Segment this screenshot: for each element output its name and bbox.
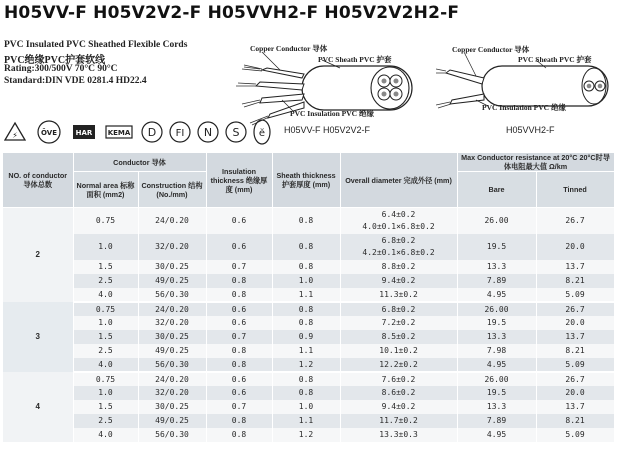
cell-insulation: 0.7 xyxy=(206,330,272,344)
cell-tinned: 5.09 xyxy=(536,288,614,302)
cell-bare: 13.3 xyxy=(457,400,536,414)
cell-area: 4.0 xyxy=(73,288,138,302)
cell-diameter: 7.2±0.2 xyxy=(340,316,457,330)
table-row xyxy=(3,302,614,316)
certification-marks xyxy=(4,118,274,148)
n-mark-text: N xyxy=(203,126,213,139)
cell-sheath: 1.1 xyxy=(272,344,340,358)
cell-sheath: 0.8 xyxy=(272,316,340,330)
spec-table-body xyxy=(3,208,614,442)
table-row xyxy=(3,400,614,414)
table-row xyxy=(3,316,614,330)
cell-insulation: 0.8 xyxy=(206,344,272,358)
cell-insulation: 0.8 xyxy=(206,274,272,288)
flat-sheath-label: PVC Sheath PVC 护套 xyxy=(518,55,592,64)
ccc-mark-icon xyxy=(4,118,26,146)
cell-tinned: 13.7 xyxy=(536,260,614,274)
cell-area: 4.0 xyxy=(73,358,138,372)
cell-sheath: 1.2 xyxy=(272,428,340,442)
header-no-conductor: NO. of conductor 导体总数 xyxy=(3,153,73,208)
header-normal-area: Normal area 标称面积 (mm2) xyxy=(73,172,138,208)
cell-bare: 26.00 xyxy=(457,372,536,386)
table-row xyxy=(3,344,614,358)
cell-insulation: 0.6 xyxy=(206,386,272,400)
table-row xyxy=(3,428,614,442)
spec-description: PVC Insulated PVC Sheathed Flexible Cords xyxy=(4,40,188,50)
table-row xyxy=(3,358,614,372)
cell-tinned: 8.21 xyxy=(536,344,614,358)
cell-insulation: 0.7 xyxy=(206,400,272,414)
table-row xyxy=(3,386,614,400)
round-copper-label: Copper Conductor 导体 xyxy=(250,44,328,53)
cell-tinned: 20.0 xyxy=(536,234,614,260)
cell-area: 1.5 xyxy=(73,330,138,344)
spec-table xyxy=(3,153,615,442)
n-mark-icon xyxy=(196,118,220,146)
cell-tinned: 8.21 xyxy=(536,274,614,288)
cell-diameter-round: 6.8±0.2 xyxy=(381,235,416,245)
cell-diameter: 6.8±0.2 xyxy=(340,302,457,316)
flat-cable-caption: H05VVH2-F xyxy=(506,125,555,135)
cell-insulation: 0.6 xyxy=(206,372,272,386)
cell-area: 1.0 xyxy=(73,316,138,330)
spec-description-cn: PVC绝缘PVC护套软线 xyxy=(4,55,106,66)
cell-area: 2.5 xyxy=(73,274,138,288)
cell-construction: 56/0.30 xyxy=(138,358,206,372)
fi-mark-text: FI xyxy=(175,128,185,139)
cell-construction: 32/0.20 xyxy=(138,234,206,260)
cell-insulation: 0.6 xyxy=(206,316,272,330)
cell-bare: 7.89 xyxy=(457,274,536,288)
cell-bare: 7.89 xyxy=(457,414,536,428)
header-tinned: Tinned xyxy=(536,172,614,208)
cell-construction: 49/0.25 xyxy=(138,274,206,288)
header-resistance: Max Conductor resistance at 20°C 20°C时导体电阻最大值 Ω/km xyxy=(457,153,614,172)
cell-diameter-flat: 4.2±0.1×6.8±0.2 xyxy=(362,247,435,257)
cell-bare: 26.00 xyxy=(457,208,536,234)
cell-diameter: 8.8±0.2 xyxy=(340,260,457,274)
cell-area: 0.75 xyxy=(73,302,138,316)
cell-no-conductor: 3 xyxy=(3,302,73,372)
cell-construction: 30/0.25 xyxy=(138,260,206,274)
header-construction: Construction 结构 (No./mm) xyxy=(138,172,206,208)
cell-tinned: 5.09 xyxy=(536,428,614,442)
page-title: H05VV-F H05V2V2-F H05VVH2-F H05V2V2H2-F xyxy=(4,3,460,23)
d-mark-text: D xyxy=(147,126,157,139)
cell-insulation: 0.7 xyxy=(206,260,272,274)
cell-sheath: 0.8 xyxy=(272,260,340,274)
cell-construction: 30/0.25 xyxy=(138,400,206,414)
cell-no-conductor: 4 xyxy=(3,372,73,442)
header-sheath: Sheath thickness 护套厚度 (mm) xyxy=(272,153,340,208)
cell-insulation: 0.8 xyxy=(206,414,272,428)
cell-diameter-round: 6.4±0.2 xyxy=(381,209,416,219)
cell-insulation: 0.6 xyxy=(206,208,272,234)
table-row xyxy=(3,274,614,288)
cell-sheath: 0.8 xyxy=(272,372,340,386)
table-row xyxy=(3,234,614,260)
cell-diameter xyxy=(340,234,457,260)
header-diameter: Overall diameter 完成外径 (mm) xyxy=(340,153,457,208)
flat-copper-label: Copper Conductor 导体 xyxy=(452,45,530,54)
table-row xyxy=(3,208,614,234)
cell-sheath: 1.0 xyxy=(272,274,340,288)
round-cable-diagram xyxy=(222,38,432,128)
cell-diameter: 12.2±0.2 xyxy=(340,358,457,372)
cell-insulation: 0.8 xyxy=(206,358,272,372)
cell-bare: 4.95 xyxy=(457,428,536,442)
cell-diameter: 9.4±0.2 xyxy=(340,274,457,288)
cell-bare: 13.3 xyxy=(457,260,536,274)
cell-diameter: 11.7±0.2 xyxy=(340,414,457,428)
cell-construction: 56/0.30 xyxy=(138,428,206,442)
cell-tinned: 20.0 xyxy=(536,386,614,400)
cell-sheath: 0.8 xyxy=(272,386,340,400)
table-row xyxy=(3,372,614,386)
s-mark-text: S xyxy=(232,126,240,139)
kema-mark-text: KEMA xyxy=(107,129,131,137)
ovc-mark-icon xyxy=(34,118,64,146)
cell-bare: 4.95 xyxy=(457,288,536,302)
cell-sheath: 1.1 xyxy=(272,414,340,428)
cell-diameter-flat: 4.0±0.1×6.8±0.2 xyxy=(362,221,435,231)
s-mark-icon xyxy=(224,118,248,146)
round-insulation-label: PVC Insulation PVC 绝缘 xyxy=(290,109,374,118)
cell-bare: 7.98 xyxy=(457,344,536,358)
cell-tinned: 26.7 xyxy=(536,208,614,234)
cell-diameter: 7.6±0.2 xyxy=(340,372,457,386)
har-mark-text: HAR xyxy=(75,129,93,137)
ovc-mark-text: ÖVE xyxy=(41,129,57,137)
round-sheath-label: PVC Sheath PVC 护套 xyxy=(318,55,392,64)
cell-tinned: 5.09 xyxy=(536,358,614,372)
svg-text:⚡: ⚡ xyxy=(12,131,18,140)
fi-mark-icon xyxy=(168,118,192,146)
table-row xyxy=(3,414,614,428)
cell-construction: 24/0.20 xyxy=(138,208,206,234)
cell-bare: 19.5 xyxy=(457,316,536,330)
cell-tinned: 13.7 xyxy=(536,400,614,414)
cell-construction: 32/0.20 xyxy=(138,386,206,400)
cell-insulation: 0.8 xyxy=(206,288,272,302)
cell-tinned: 8.21 xyxy=(536,414,614,428)
cell-construction: 49/0.25 xyxy=(138,344,206,358)
semko-mark-icon xyxy=(252,118,272,146)
cell-construction: 49/0.25 xyxy=(138,414,206,428)
cell-bare: 13.3 xyxy=(457,330,536,344)
cell-sheath: 0.8 xyxy=(272,234,340,260)
d-mark-icon xyxy=(140,118,164,146)
cell-area: 0.75 xyxy=(73,208,138,234)
cell-no-conductor: 2 xyxy=(3,208,73,302)
cell-diameter: 11.3±0.2 xyxy=(340,288,457,302)
round-cable-caption: H05VV-F H05V2V2-F xyxy=(284,125,371,135)
cell-area: 1.5 xyxy=(73,260,138,274)
header-bare: Bare xyxy=(457,172,536,208)
cell-sheath: 1.2 xyxy=(272,358,340,372)
header-conductor: Conductor 导体 xyxy=(73,153,206,172)
cell-insulation: 0.6 xyxy=(206,302,272,316)
flat-cable-diagram xyxy=(436,40,616,120)
cell-tinned: 20.0 xyxy=(536,316,614,330)
semko-mark-text: ĕ xyxy=(258,128,266,139)
cell-bare: 4.95 xyxy=(457,358,536,372)
cell-area: 1.5 xyxy=(73,400,138,414)
cell-area: 1.0 xyxy=(73,386,138,400)
table-row xyxy=(3,330,614,344)
cell-diameter: 8.5±0.2 xyxy=(340,330,457,344)
cell-diameter xyxy=(340,208,457,234)
cell-bare: 19.5 xyxy=(457,386,536,400)
cell-tinned: 26.7 xyxy=(536,372,614,386)
cell-construction: 30/0.25 xyxy=(138,330,206,344)
cell-area: 0.75 xyxy=(73,372,138,386)
cell-construction: 56/0.30 xyxy=(138,288,206,302)
cell-area: 1.0 xyxy=(73,234,138,260)
cell-sheath: 1.1 xyxy=(272,288,340,302)
cell-construction: 32/0.20 xyxy=(138,316,206,330)
cell-area: 2.5 xyxy=(73,414,138,428)
cell-area: 2.5 xyxy=(73,344,138,358)
cell-insulation: 0.8 xyxy=(206,428,272,442)
spec-standard: Standard:DIN VDE 0281.4 HD22.4 xyxy=(4,76,147,86)
cell-bare: 26.00 xyxy=(457,302,536,316)
cell-sheath: 1.0 xyxy=(272,400,340,414)
kema-mark-icon xyxy=(104,118,134,146)
cell-construction: 24/0.20 xyxy=(138,302,206,316)
cell-diameter: 9.4±0.2 xyxy=(340,400,457,414)
cell-tinned: 13.7 xyxy=(536,330,614,344)
spec-rating: Rating:300/500V 70°C 90°C xyxy=(4,64,118,74)
har-mark-icon xyxy=(70,118,98,146)
cell-sheath: 0.9 xyxy=(272,330,340,344)
table-row xyxy=(3,288,614,302)
cell-construction: 24/0.20 xyxy=(138,372,206,386)
flat-insulation-label: PVC Insulation PVC 绝缘 xyxy=(482,103,566,112)
cell-area: 4.0 xyxy=(73,428,138,442)
cell-diameter: 13.3±0.3 xyxy=(340,428,457,442)
table-row xyxy=(3,260,614,274)
cell-sheath: 0.8 xyxy=(272,208,340,234)
cell-diameter: 10.1±0.2 xyxy=(340,344,457,358)
cell-diameter: 8.6±0.2 xyxy=(340,386,457,400)
cell-insulation: 0.6 xyxy=(206,234,272,260)
cell-tinned: 26.7 xyxy=(536,302,614,316)
cell-sheath: 0.8 xyxy=(272,302,340,316)
cell-bare: 19.5 xyxy=(457,234,536,260)
header-insulation: Insulation thickness 绝缘厚度 (mm) xyxy=(206,153,272,208)
